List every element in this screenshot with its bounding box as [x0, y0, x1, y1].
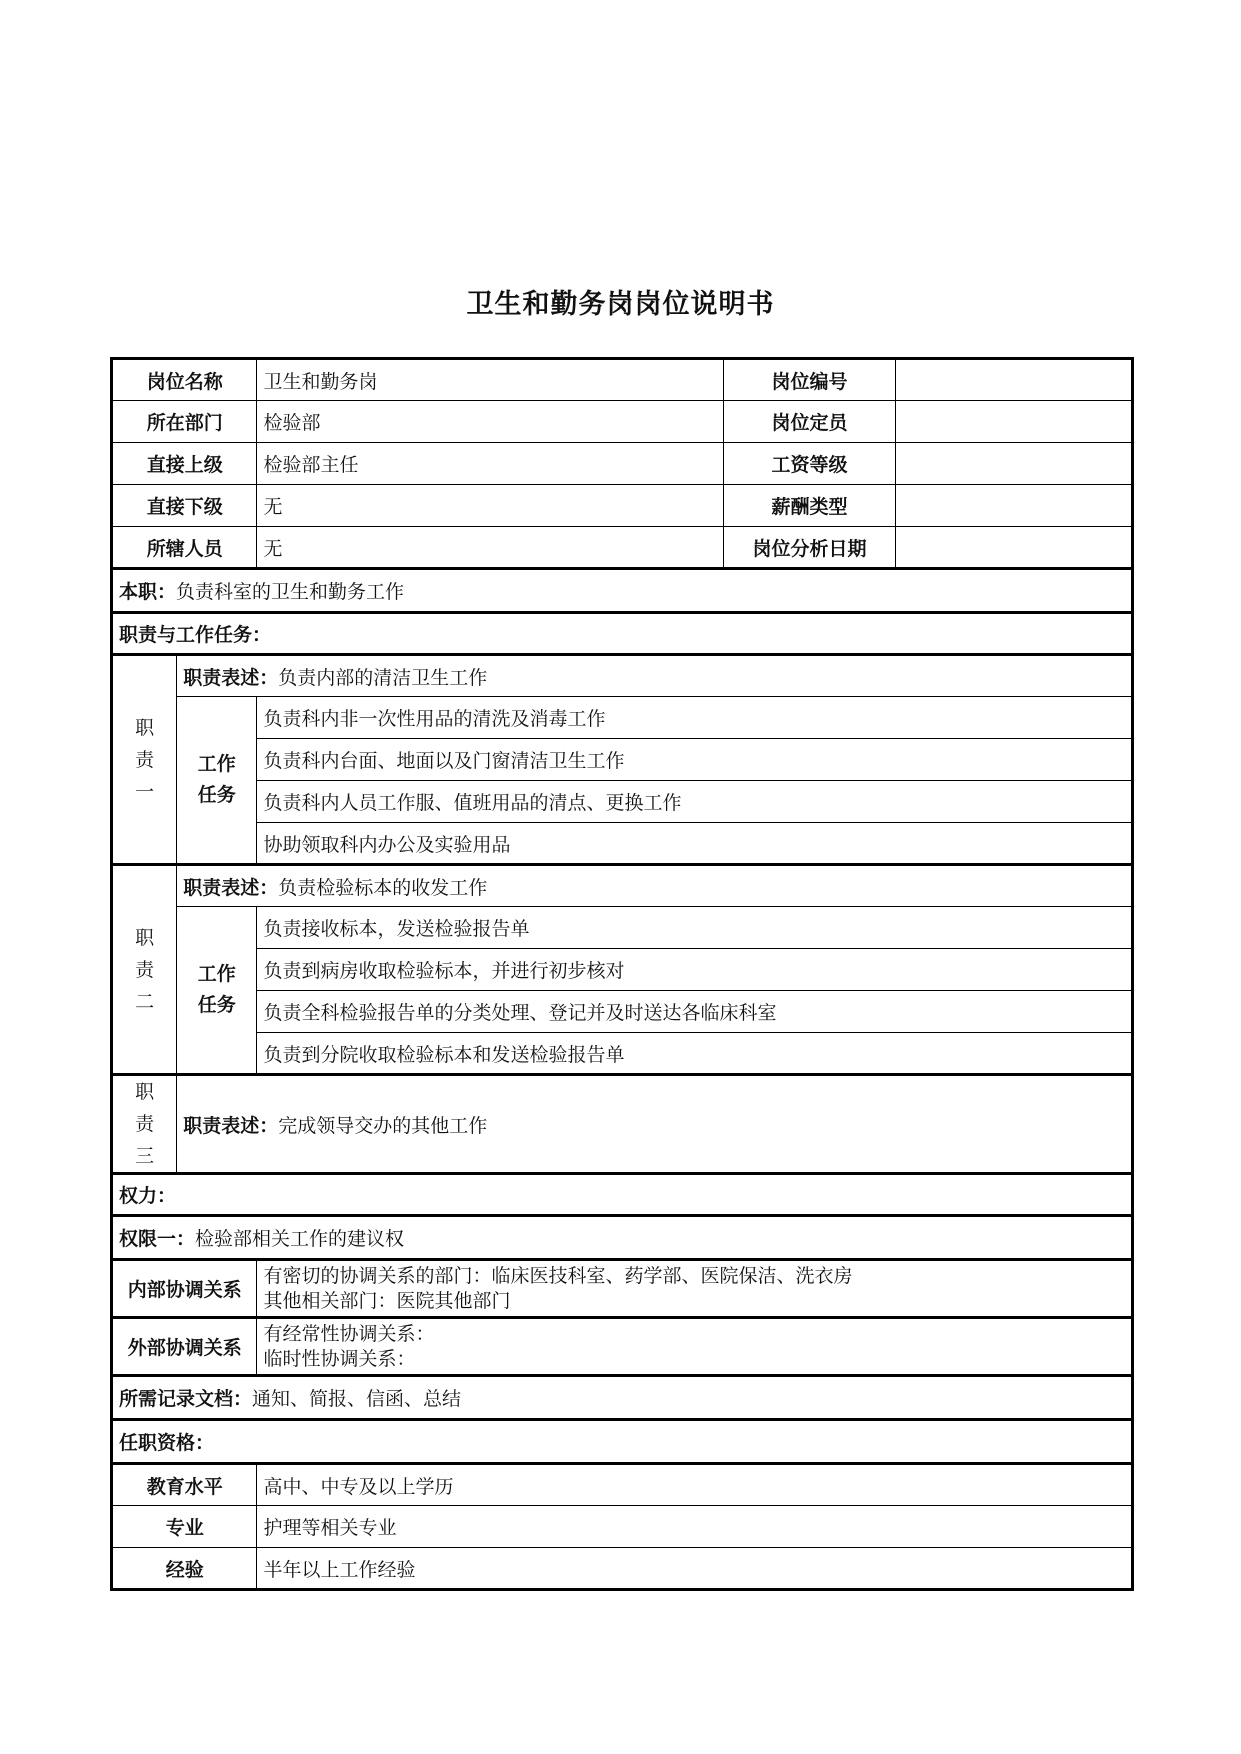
- page-title: 卫生和勤务岗岗位说明书: [466, 289, 775, 320]
- duties-header-row: [112, 613, 1133, 655]
- duty1-task-row: [112, 739, 1133, 781]
- field-label: 薪酬类型: [723, 485, 896, 527]
- duty2-label: 职 责 二: [112, 865, 177, 1075]
- qual-label: 经验: [112, 1548, 257, 1590]
- benzhi-value: 负责科室的卫生和勤务工作: [176, 581, 405, 603]
- benzhi-row: [112, 569, 1133, 613]
- task-item: 负责科内台面、地面以及门窗清洁卫生工作: [257, 739, 1133, 781]
- power-header-row: [112, 1174, 1133, 1216]
- docs-row: [112, 1376, 1133, 1420]
- task-item: 负责到分院收取检验标本和发送检验报告单: [257, 1033, 1133, 1075]
- field-label: 直接下级: [112, 485, 257, 527]
- qual-header-row: [112, 1420, 1133, 1464]
- field-value: 检验部主任: [257, 443, 723, 485]
- duty2-desc-row: [112, 865, 1133, 907]
- qual-header: 任职资格：: [112, 1420, 1133, 1464]
- field-value: [896, 527, 1133, 569]
- task-label: 工作 任务: [177, 697, 257, 865]
- info-row: [112, 359, 1133, 401]
- duty1-task-row: [112, 697, 1133, 739]
- info-row: [112, 443, 1133, 485]
- job-description-table: [110, 357, 1134, 1591]
- field-label: 所辖人员: [112, 527, 257, 569]
- duty2-desc: 负责检验标本的收发工作: [278, 876, 488, 899]
- duty3-row: [112, 1075, 1133, 1174]
- info-row: [112, 401, 1133, 443]
- external-coord-row: [112, 1318, 1133, 1376]
- field-label: 岗位定员: [723, 401, 896, 443]
- task-item: 负责到病房收取检验标本，并进行初步核对: [257, 949, 1133, 991]
- duty-desc-label: 职责表述：: [183, 666, 279, 689]
- docs-label: 所需记录文档：: [119, 1388, 253, 1410]
- duty2-task-row: [112, 1033, 1133, 1075]
- duty3-desc: 完成领导交办的其他工作: [278, 1114, 488, 1137]
- power-header: 权力：: [112, 1174, 1133, 1216]
- power-item-label: 权限一：: [119, 1228, 196, 1250]
- task-label: 工作 任务: [177, 907, 257, 1075]
- field-label: 岗位名称: [112, 359, 257, 401]
- field-label: 所在部门: [112, 401, 257, 443]
- info-row: [112, 527, 1133, 569]
- internal-coord-value: 有密切的协调关系的部门：临床医技科室、药学部、医院保洁、洗衣房 其他相关部门：医院其他部门: [257, 1260, 1133, 1318]
- internal-coord-label: 内部协调关系: [112, 1260, 257, 1318]
- qual-label: 教育水平: [112, 1464, 257, 1506]
- field-label: 工资等级: [723, 443, 896, 485]
- duty1-task-row: [112, 823, 1133, 865]
- field-label: 岗位分析日期: [723, 527, 896, 569]
- qual-row: [112, 1548, 1133, 1590]
- duty2-task-row: [112, 907, 1133, 949]
- task-item: 协助领取科内办公及实验用品: [257, 823, 1133, 865]
- task-item: 负责接收标本，发送检验报告单: [257, 907, 1133, 949]
- field-value: 卫生和勤务岗: [257, 359, 723, 401]
- duty1-label: 职 责 一: [112, 655, 177, 865]
- duty2-task-row: [112, 991, 1133, 1033]
- duties-header: 职责与工作任务：: [112, 613, 1133, 655]
- field-value: [896, 401, 1133, 443]
- duty2-task-row: [112, 949, 1133, 991]
- qual-value: 高中、中专及以上学历: [257, 1464, 1133, 1506]
- field-value: [896, 443, 1133, 485]
- qual-row: [112, 1464, 1133, 1506]
- qual-label: 专业: [112, 1506, 257, 1548]
- duty1-desc-row: [112, 655, 1133, 697]
- duty1-task-row: [112, 781, 1133, 823]
- task-item: 负责科内非一次性用品的清洗及消毒工作: [257, 697, 1133, 739]
- field-value: 无: [257, 527, 723, 569]
- field-value: [896, 485, 1133, 527]
- field-value: 检验部: [257, 401, 723, 443]
- qual-value: 半年以上工作经验: [257, 1548, 1133, 1590]
- task-item: 负责科内人员工作服、值班用品的清点、更换工作: [257, 781, 1133, 823]
- external-coord-label: 外部协调关系: [112, 1318, 257, 1376]
- qual-row: [112, 1506, 1133, 1548]
- duty3-label: 职 责 三: [112, 1075, 177, 1174]
- internal-coord-row: [112, 1260, 1133, 1318]
- duty-desc-label: 职责表述：: [183, 876, 279, 899]
- qual-value: 护理等相关专业: [257, 1506, 1133, 1548]
- field-value: [896, 359, 1133, 401]
- docs-value: 通知、简报、信函、总结: [252, 1388, 462, 1410]
- task-item: 负责全科检验报告单的分类处理、登记并及时送达各临床科室: [257, 991, 1133, 1033]
- power-item-row: [112, 1216, 1133, 1260]
- duty1-desc: 负责内部的清洁卫生工作: [278, 666, 488, 689]
- field-label: 岗位编号: [723, 359, 896, 401]
- field-label: 直接上级: [112, 443, 257, 485]
- field-value: 无: [257, 485, 723, 527]
- power-item-value: 检验部相关工作的建议权: [195, 1228, 405, 1250]
- duty-desc-label: 职责表述：: [183, 1114, 279, 1137]
- external-coord-value: 有经常性协调关系： 临时性协调关系：: [257, 1318, 1133, 1376]
- info-row: [112, 485, 1133, 527]
- benzhi-label: 本职：: [119, 581, 177, 603]
